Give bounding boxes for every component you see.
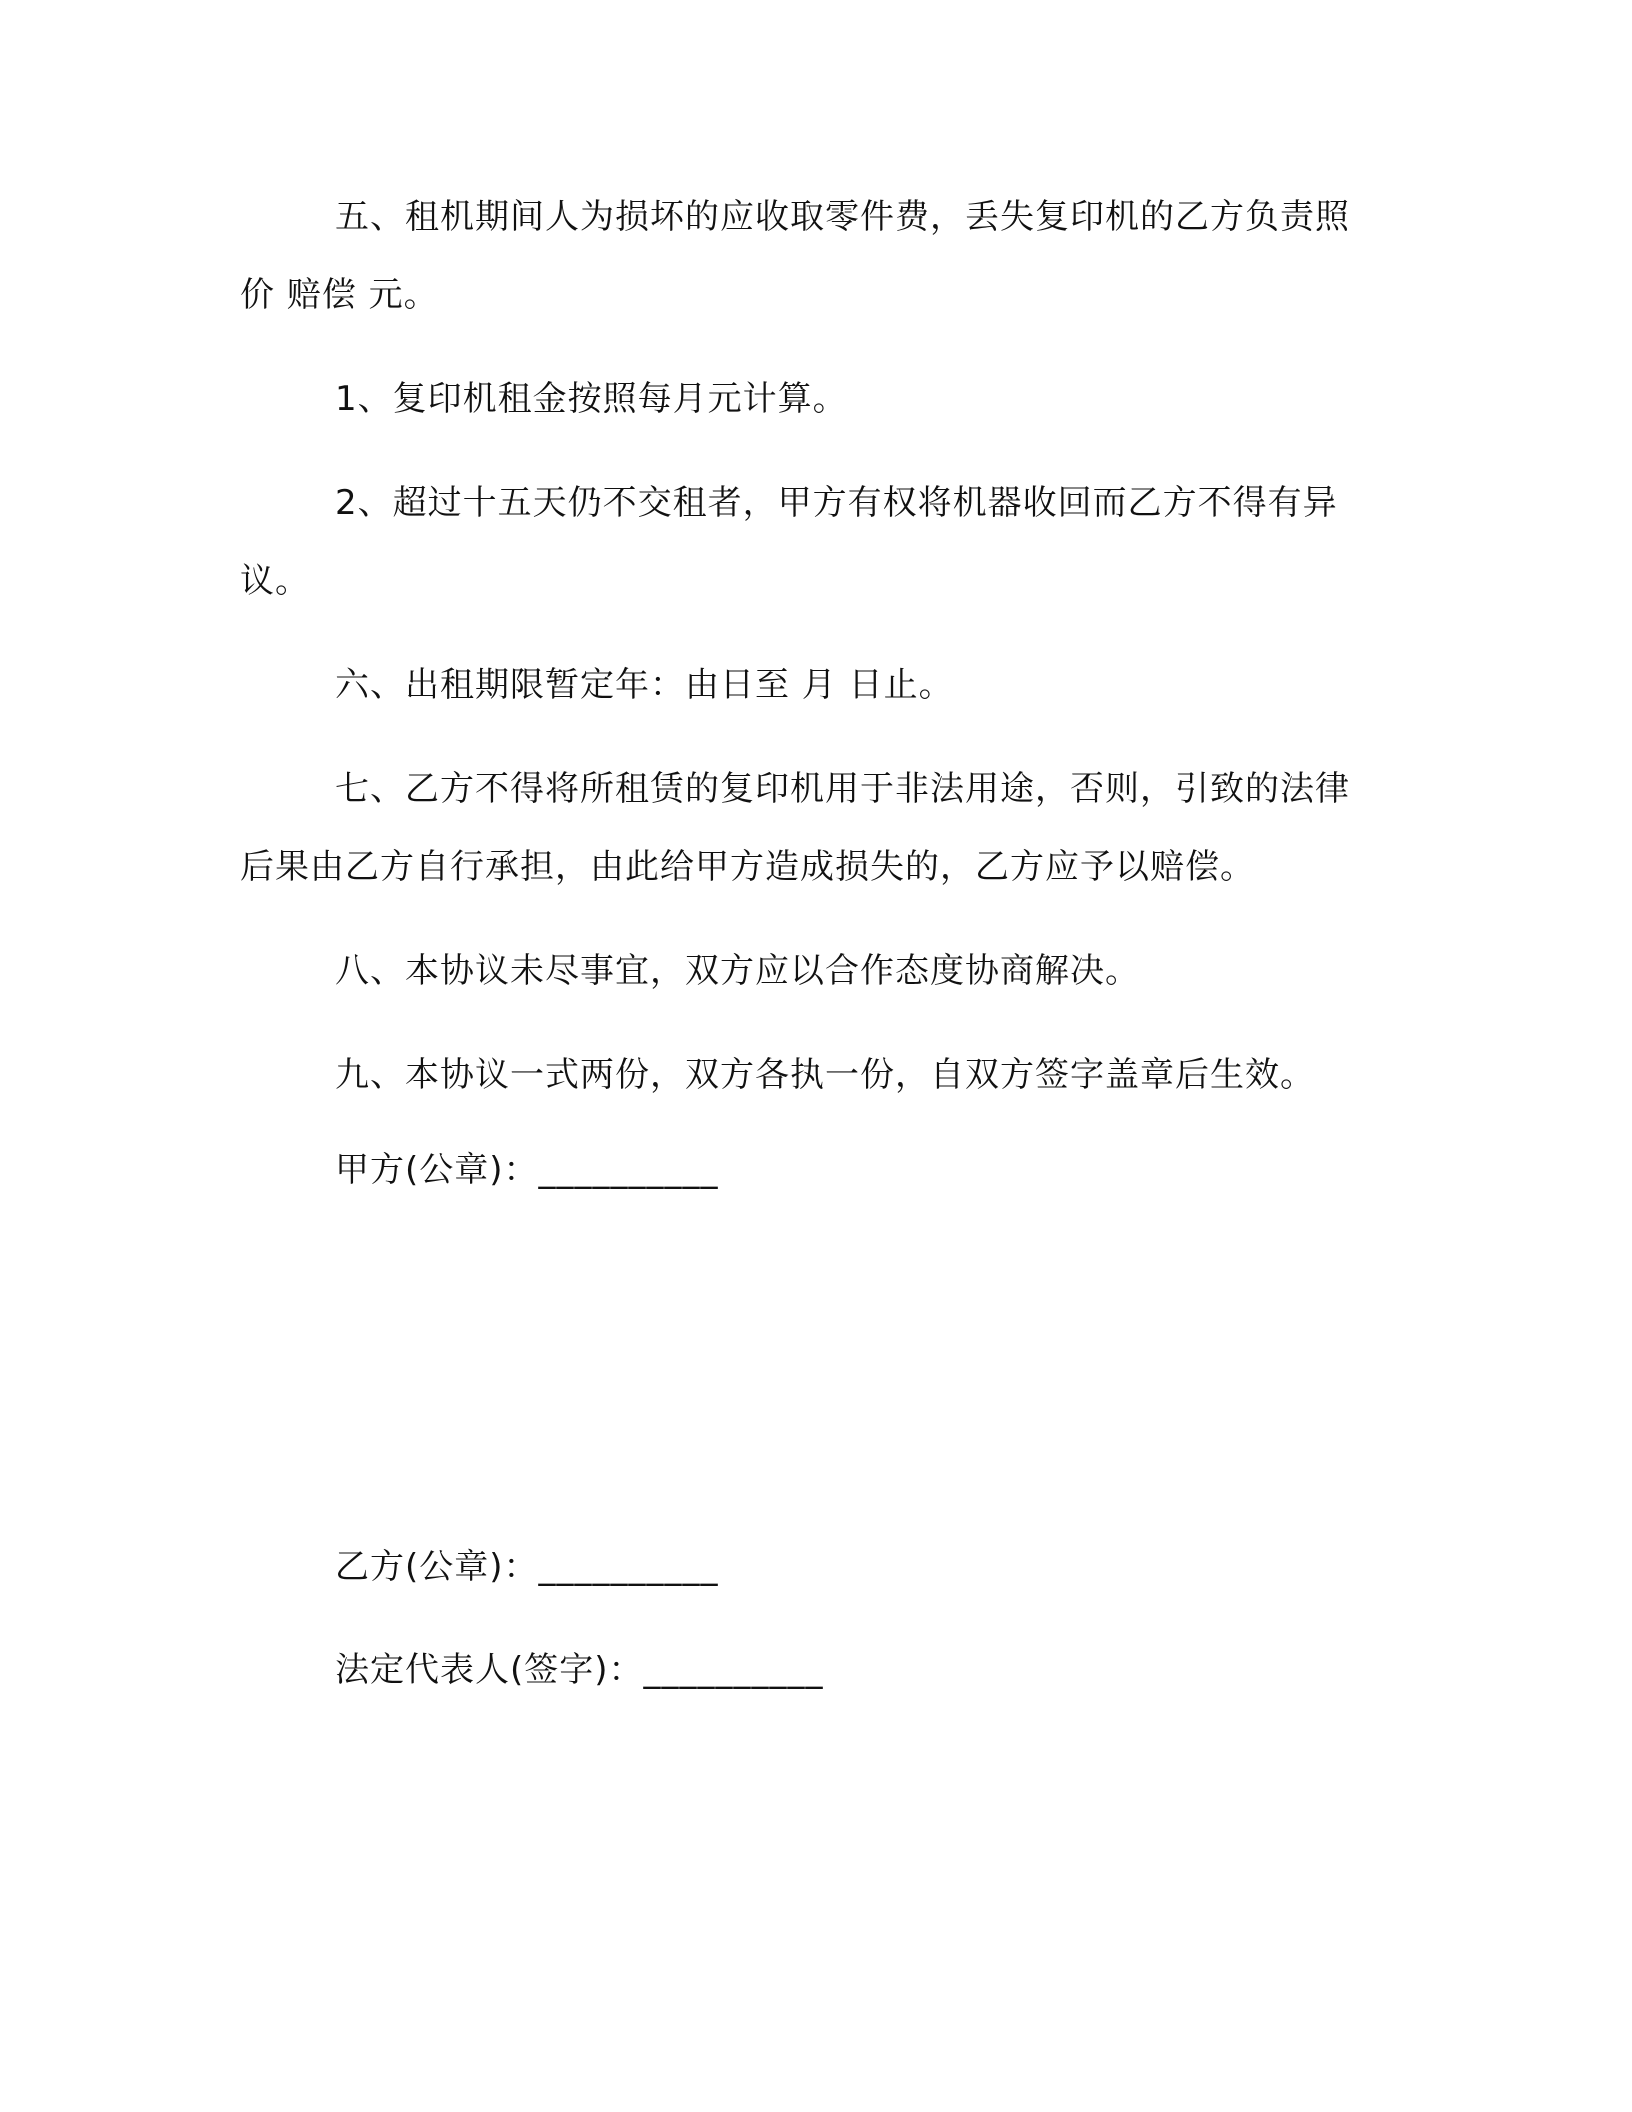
clause-5-item-2: 2、超过十五天仍不交租者，甲方有权将机器收回而乙方不得有异议。 (240, 483, 1338, 601)
clause-5-item-1: 1、复印机租金按照每月元计算。 (335, 379, 848, 419)
legal-representative-signature-line: 法定代表人(签字)：__________ (335, 1650, 824, 1690)
clause-6: 六、出租期限暂定年：由日至 月 日止。 (335, 665, 954, 705)
clause-8: 八、本协议未尽事宜，双方应以合作态度协商解决。 (335, 951, 1140, 991)
clause-7: 七、乙方不得将所租赁的复印机用于非法用途，否则，引致的法律后果由乙方自行承担，由此给甲方造成损失的，乙方应予以赔偿。 (240, 769, 1350, 887)
clause-9: 九、本协议一式两份，双方各执一份，自双方签字盖章后生效。 (335, 1055, 1315, 1095)
party-b-seal-line: 乙方(公章)：__________ (335, 1547, 719, 1587)
clause-5: 五、租机期间人为损坏的应收取零件费，丢失复印机的乙方负责照价 赔偿 元。 (240, 197, 1350, 315)
party-a-seal-line: 甲方(公章)：__________ (335, 1150, 719, 1190)
